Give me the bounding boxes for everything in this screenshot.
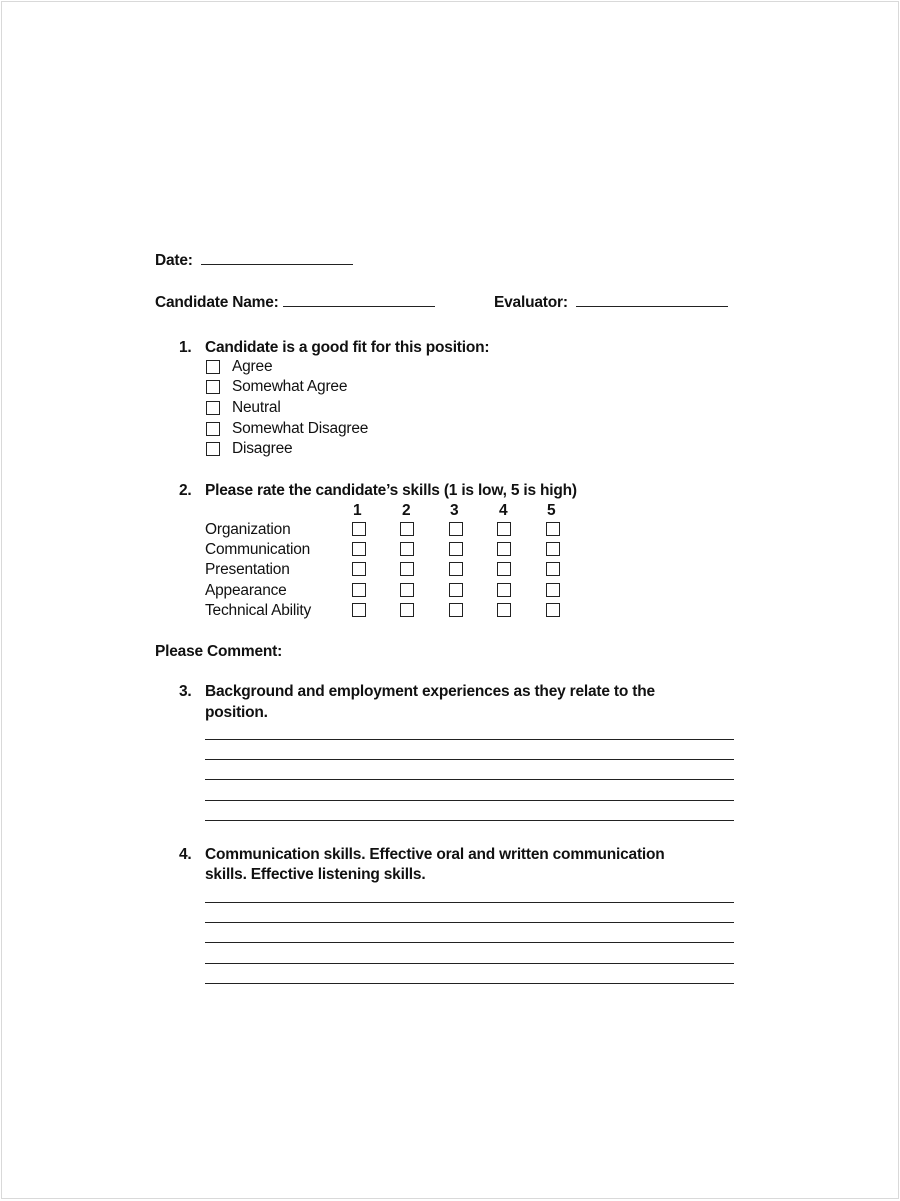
q3-answer-line[interactable] xyxy=(205,759,734,760)
candidate-name-field xyxy=(155,292,435,312)
rating-appearance-2[interactable] xyxy=(400,583,414,597)
candidate-name-blank[interactable] xyxy=(283,292,435,307)
rating-technical-ability-3[interactable] xyxy=(449,603,463,617)
scale-1: 1 xyxy=(353,502,362,519)
q4-answer-line[interactable] xyxy=(205,963,734,964)
option-somewhat-disagree-label: Somewhat Disagree xyxy=(232,420,369,437)
checkbox-disagree[interactable] xyxy=(206,442,220,456)
scale-4: 4 xyxy=(499,502,508,519)
rating-communication-4[interactable] xyxy=(497,542,511,556)
q4-text-line2: skills. Effective listening skills. xyxy=(205,866,426,883)
evaluation-form-page xyxy=(1,1,899,1199)
rating-technical-ability-1[interactable] xyxy=(352,603,366,617)
date-label: Date: xyxy=(155,252,193,269)
skill-appearance-label: Appearance xyxy=(205,582,287,599)
q2-question: Please rate the candidate’s skills (1 is low, 5 is high) xyxy=(205,482,577,499)
checkbox-agree[interactable] xyxy=(206,360,220,374)
q1-question: Candidate is a good fit for this position: xyxy=(205,339,490,356)
skill-presentation-label: Presentation xyxy=(205,561,290,578)
rating-organization-3[interactable] xyxy=(449,522,463,536)
q4-text-line1: Communication skills. Effective oral and written communication xyxy=(205,846,665,863)
scale-5: 5 xyxy=(547,502,556,519)
skill-organization-label: Organization xyxy=(205,521,291,538)
option-neutral-label: Neutral xyxy=(232,399,281,416)
rating-technical-ability-4[interactable] xyxy=(497,603,511,617)
rating-presentation-3[interactable] xyxy=(449,562,463,576)
rating-organization-5[interactable] xyxy=(546,522,560,536)
evaluator-field xyxy=(494,292,728,312)
option-somewhat-agree-label: Somewhat Agree xyxy=(232,378,348,395)
date-field xyxy=(155,250,353,270)
rating-technical-ability-2[interactable] xyxy=(400,603,414,617)
rating-organization-4[interactable] xyxy=(497,522,511,536)
q3-text-line1: Background and employment experiences as they relate to the xyxy=(205,683,655,700)
evaluator-label: Evaluator: xyxy=(494,294,568,311)
skill-communication-label: Communication xyxy=(205,541,311,558)
rating-communication-5[interactable] xyxy=(546,542,560,556)
q4-answer-line[interactable] xyxy=(205,983,734,984)
please-comment-heading: Please Comment: xyxy=(155,643,283,660)
rating-appearance-5[interactable] xyxy=(546,583,560,597)
rating-organization-1[interactable] xyxy=(352,522,366,536)
q4-number: 4. xyxy=(179,846,192,863)
rating-appearance-4[interactable] xyxy=(497,583,511,597)
scale-3: 3 xyxy=(450,502,459,519)
q3-answer-line[interactable] xyxy=(205,800,734,801)
checkbox-somewhat-agree[interactable] xyxy=(206,380,220,394)
q3-number: 3. xyxy=(179,683,192,700)
rating-communication-2[interactable] xyxy=(400,542,414,556)
rating-communication-1[interactable] xyxy=(352,542,366,556)
rating-presentation-4[interactable] xyxy=(497,562,511,576)
evaluator-blank[interactable] xyxy=(576,292,728,307)
q1-number: 1. xyxy=(179,339,192,356)
rating-presentation-5[interactable] xyxy=(546,562,560,576)
rating-presentation-2[interactable] xyxy=(400,562,414,576)
checkbox-somewhat-disagree[interactable] xyxy=(206,422,220,436)
q4-answer-line[interactable] xyxy=(205,922,734,923)
rating-presentation-1[interactable] xyxy=(352,562,366,576)
q3-answer-line[interactable] xyxy=(205,739,734,740)
rating-organization-2[interactable] xyxy=(400,522,414,536)
rating-appearance-3[interactable] xyxy=(449,583,463,597)
checkbox-neutral[interactable] xyxy=(206,401,220,415)
option-agree-label: Agree xyxy=(232,358,273,375)
q4-answer-line[interactable] xyxy=(205,902,734,903)
rating-technical-ability-5[interactable] xyxy=(546,603,560,617)
q3-text-line2: position. xyxy=(205,704,268,721)
candidate-name-label: Candidate Name: xyxy=(155,294,279,311)
scale-2: 2 xyxy=(402,502,411,519)
q3-answer-line[interactable] xyxy=(205,779,734,780)
q4-answer-line[interactable] xyxy=(205,942,734,943)
date-blank[interactable] xyxy=(201,250,353,265)
rating-communication-3[interactable] xyxy=(449,542,463,556)
q3-answer-line[interactable] xyxy=(205,820,734,821)
rating-appearance-1[interactable] xyxy=(352,583,366,597)
skill-technical-ability-label: Technical Ability xyxy=(205,602,312,619)
q2-number: 2. xyxy=(179,482,192,499)
option-disagree-label: Disagree xyxy=(232,440,293,457)
